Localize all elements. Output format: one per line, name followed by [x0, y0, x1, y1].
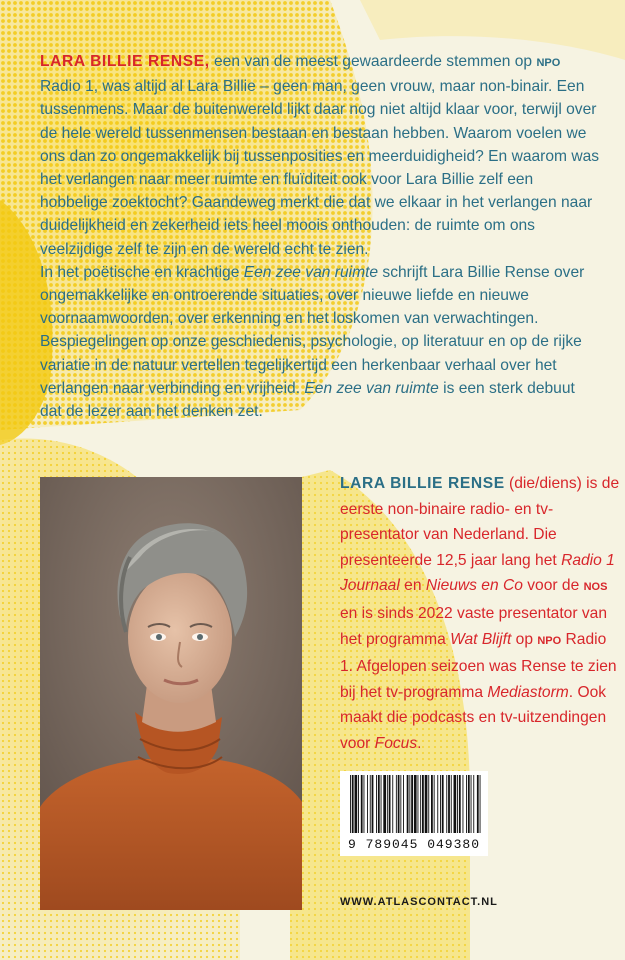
back-cover-blurb	[40, 50, 600, 423]
blurb-text: is een sterk debuut dat de lezer aan het denken zet.	[40, 379, 575, 421]
bio-text: en is sinds 2022 vaste presentator van het programma	[340, 604, 607, 648]
bio-text: voor de	[522, 577, 584, 595]
blurb-paragraph-1	[40, 50, 600, 261]
author-portrait-illustration	[40, 477, 302, 910]
blurb-text: een van de meest gewaardeerde stemmen op	[209, 53, 537, 70]
blurb-text: schrijft Lara Billie Rense over ongemakkelijke en ontroerende situaties, over nieuwe liefde en nieuwe voornaamwoorden, over erkenning en het loskomen van verwachtingen. Bespiegelingen op onze geschiedenis, psychologie, op literatuur en op de rijke variatie in de natuur vertellen tegelijkertijd een herkenbaar verhaal over het verlangen naar verbinding en vrijheid.	[40, 263, 585, 397]
bio-text: .	[417, 734, 422, 752]
book-title: Een zee van ruimte	[304, 379, 439, 397]
blurb-paragraph-2	[40, 261, 600, 423]
program-title: Wat Blijft	[450, 630, 512, 648]
author-photo	[40, 477, 302, 910]
book-title: Een zee van ruimte	[243, 263, 379, 281]
nos-abbreviation: NOS	[583, 581, 608, 594]
program-title: Radio 1 Journaal	[340, 551, 615, 595]
bio-text: en	[399, 577, 426, 595]
bio-paragraph	[340, 471, 620, 757]
bio-text: op	[511, 630, 538, 648]
barcode-bars	[340, 771, 488, 835]
isbn-barcode	[340, 771, 488, 856]
isbn-number: 9 789045 049380	[347, 837, 481, 852]
blurb-text: In het poëtische en krachtige	[40, 263, 244, 281]
program-title: Focus	[374, 734, 418, 752]
bio-author-name: LARA BILLIE RENSE	[340, 475, 505, 492]
blurb-text: Radio 1, was altijd al Lara Billie – geen man, geen vrouw, maar non-binair. Een tussenmens. Maar de buitenwereld lijkt daar nog niet altijd klaar voor, terwijl over de hele wereld tussenmensen bestaan en bestaan hebben. Waarom voelen we ons dan zo ongemakkelijk bij tussenposities en meerduidigheid? En waarom was het verlangen naar meer ruimte en fluïditeit ook voor Lara Billie zelf een hobbelige zoektocht? Gaandeweg merkt die dat we elkaar in het verlangen naar duidelijkheid en zekerheid iets heel moois onthouden: de ruimte om ons veelzijdige zelf te zijn en de wereld echt te zien.	[40, 78, 600, 258]
program-title: Mediastorm	[487, 683, 569, 701]
author-name-heading: LARA BILLIE RENSE,	[40, 53, 210, 70]
bio-text: Radio 1. Afgelopen seizoen was Rense te zien bij het tv-programma	[340, 630, 617, 701]
npo-abbreviation: NPO	[537, 634, 562, 647]
npo-abbreviation: NPO	[536, 57, 561, 69]
program-title: Nieuws en Co	[425, 577, 523, 595]
author-biography	[340, 471, 620, 757]
bio-text: . Ook maakt die podcasts en tv-uitzendingen voor	[340, 683, 607, 752]
publisher-url: WWW.ATLASCONTACT.NL	[340, 896, 498, 908]
bio-text: (die/diens) is de eerste non-binaire radio- en tv-presentator van Nederland. Die presenteerde 12,5 jaar lang het	[340, 475, 620, 569]
